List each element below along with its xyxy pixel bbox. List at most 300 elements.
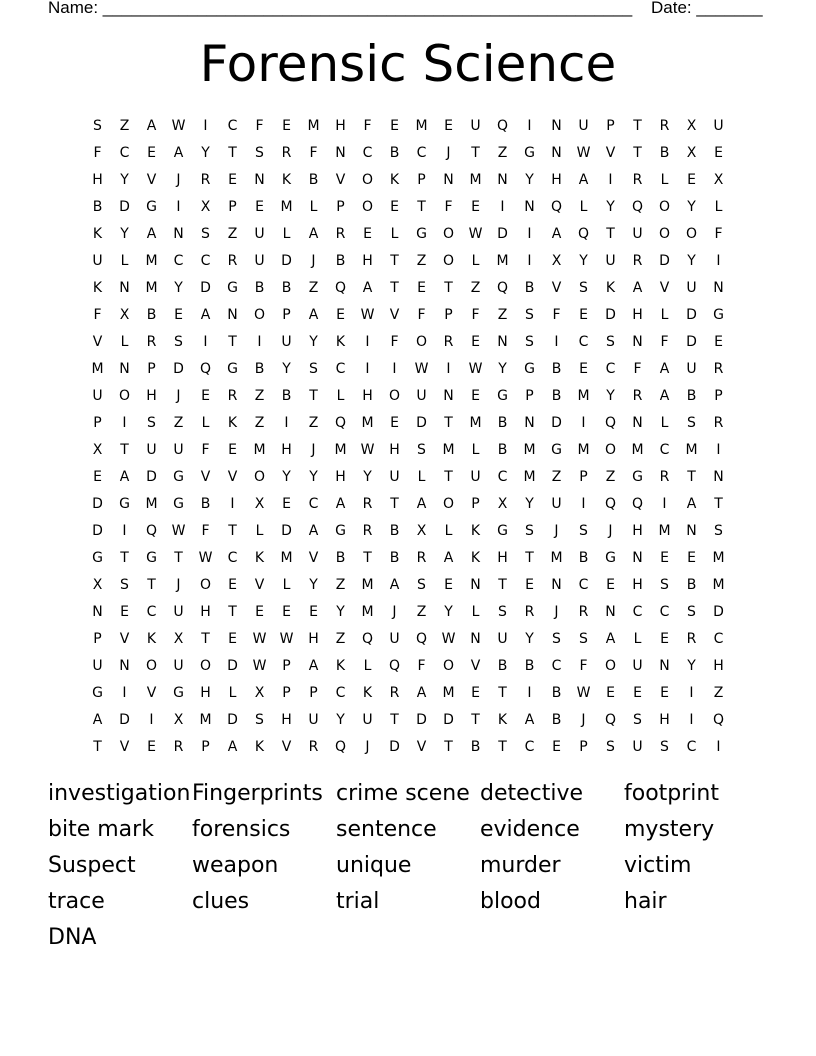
grid-letter: U [362,711,373,728]
word-list-item: mystery [624,817,715,842]
grid-letter: O [118,387,131,404]
grid-letter: R [146,333,157,350]
grid-letter: H [389,441,400,458]
grid-letter: Z [119,117,130,134]
grid-letter: E [444,117,453,134]
grid-letter: V [605,144,616,161]
grid-letter: O [604,441,617,458]
grid-letter: J [446,144,451,161]
grid-letter: E [444,576,453,593]
grid-letter: T [228,144,237,161]
grid-letter: D [92,522,103,539]
grid-letter: R [362,495,373,512]
grid-letter: K [470,549,481,566]
grid-letter: M [199,711,212,728]
grid-letter: W [414,360,429,377]
grid-letter: T [417,198,426,215]
grid-letter: I [122,684,127,701]
grid-letter: F [552,306,561,323]
grid-letter: R [713,414,724,431]
grid-letter: H [497,549,508,566]
grid-letter: X [92,576,103,593]
grid-letter: B [92,198,103,215]
grid-letter: T [228,522,237,539]
grid-letter: B [551,360,562,377]
grid-letter: E [390,414,399,431]
grid-letter: Q [712,711,725,728]
grid-letter: C [659,441,670,458]
grid-letter: G [227,279,238,296]
grid-letter: Y [336,711,345,728]
grid-letter: V [92,333,103,350]
grid-letter: T [498,684,507,701]
grid-letter: S [93,117,102,134]
grid-letter: E [255,198,264,215]
grid-letter: M [253,441,266,458]
grid-letter: U [470,117,481,134]
grid-letter: R [713,360,724,377]
grid-letter: B [524,657,535,674]
grid-letter: S [687,603,696,620]
grid-letter: Q [361,630,374,647]
grid-letter: U [551,495,562,512]
grid-letter: A [362,279,373,296]
grid-letter: Y [606,198,615,215]
grid-letter: A [200,306,211,323]
grid-letter: V [308,549,319,566]
grid-letter: B [551,684,562,701]
grid-letter: N [443,171,454,188]
grid-letter: B [389,522,400,539]
grid-letter: I [554,333,559,350]
grid-letter: E [471,333,480,350]
word-list-item: sentence [336,817,437,842]
grid-letter: R [632,252,643,269]
grid-letter: T [147,576,156,593]
grid-letter: R [173,738,184,755]
grid-letter: F [714,225,723,242]
grid-letter: A [416,684,427,701]
grid-letter: X [254,495,265,512]
grid-letter: Q [604,495,617,512]
grid-letter: D [227,711,238,728]
grid-letter: I [689,684,694,701]
grid-letter: S [255,144,264,161]
grid-letter: I [149,711,154,728]
grid-letter: V [119,630,130,647]
grid-letter: E [309,603,318,620]
grid-letter: B [308,171,319,188]
grid-letter: X [254,684,265,701]
grid-letter: Z [551,468,562,485]
grid-letter: D [686,333,697,350]
grid-letter: N [605,603,616,620]
grid-letter: U [173,657,184,674]
grid-letter: E [714,144,723,161]
grid-letter: Q [577,225,590,242]
grid-letter: J [554,603,559,620]
grid-letter: N [551,576,562,593]
grid-letter: Y [444,603,453,620]
grid-letter: C [200,252,211,269]
grid-letter: D [416,414,427,431]
grid-letter: S [147,414,156,431]
grid-letter: H [362,387,373,404]
grid-letter: E [471,684,480,701]
grid-letter: Y [282,468,291,485]
grid-letter: R [335,225,346,242]
grid-letter: T [633,117,642,134]
grid-letter: N [119,657,130,674]
grid-letter: O [361,198,374,215]
grid-letter: U [389,468,400,485]
grid-letter: E [417,279,426,296]
grid-letter: Q [604,414,617,431]
grid-letter: B [686,387,697,404]
word-list-item: unique [336,853,412,878]
grid-letter: T [471,144,480,161]
grid-letter: Q [631,495,644,512]
grid-letter: U [686,279,697,296]
grid-letter: Y [687,657,696,674]
grid-letter: K [605,279,616,296]
grid-letter: T [363,549,372,566]
grid-letter: X [497,495,508,512]
name-field-label: Name: ________________________________________________________ [48,0,633,17]
grid-letter: G [146,549,157,566]
grid-letter: W [360,306,375,323]
grid-letter: G [92,684,103,701]
grid-letter: V [551,279,562,296]
grid-letter: A [227,738,238,755]
page-title: Forensic Science [199,35,617,93]
grid-letter: T [444,468,453,485]
grid-letter: I [257,333,262,350]
grid-letter: P [228,198,237,215]
grid-letter: F [471,306,480,323]
grid-letter: D [227,657,238,674]
grid-letter: B [497,657,508,674]
grid-letter: E [120,603,129,620]
grid-letter: N [551,144,562,161]
grid-letter: E [471,198,480,215]
grid-letter: L [363,657,372,674]
grid-letter: S [579,522,588,539]
grid-letter: H [362,252,373,269]
grid-letter: L [201,414,210,431]
grid-letter: P [282,306,291,323]
grid-letter: N [524,198,535,215]
grid-letter: X [92,441,103,458]
grid-letter: L [309,198,318,215]
grid-letter: D [200,279,211,296]
grid-letter: Z [335,630,346,647]
grid-letter: H [632,522,643,539]
grid-letter: N [254,171,265,188]
grid-letter: B [551,387,562,404]
grid-letter: M [469,414,482,431]
word-list-item: footprint [624,781,719,806]
grid-letter: Y [309,576,318,593]
grid-letter: J [608,522,613,539]
grid-letter: A [308,225,319,242]
grid-letter: D [119,711,130,728]
grid-letter: X [173,630,184,647]
grid-letter: S [174,333,183,350]
grid-letter: Y [282,360,291,377]
grid-letter: O [415,333,428,350]
grid-letter: G [227,360,238,377]
grid-letter: T [174,549,183,566]
grid-letter: I [365,333,370,350]
grid-letter: U [389,630,400,647]
grid-letter: D [605,306,616,323]
grid-letter: M [280,549,293,566]
grid-letter: L [282,576,291,593]
grid-letter: M [469,171,482,188]
grid-letter: E [228,576,237,593]
grid-letter: R [578,603,589,620]
grid-letter: T [390,495,399,512]
grid-letter: R [362,522,373,539]
grid-letter: T [498,576,507,593]
grid-letter: L [660,414,669,431]
grid-letter: J [176,171,181,188]
grid-letter: U [632,738,643,755]
grid-letter: A [308,522,319,539]
grid-letter: I [446,360,451,377]
grid-letter: I [608,171,613,188]
grid-letter: K [281,171,292,188]
grid-letter: Q [550,198,563,215]
grid-letter: M [658,522,671,539]
grid-letter: U [92,252,103,269]
grid-letter: L [471,252,480,269]
grid-letter: S [498,603,507,620]
grid-letter: E [579,360,588,377]
grid-letter: A [416,495,427,512]
grid-letter: J [176,576,181,593]
grid-letter: I [689,711,694,728]
grid-letter: S [309,360,318,377]
grid-letter: K [254,549,265,566]
grid-letter: M [550,549,563,566]
grid-letter: X [200,198,211,215]
grid-letter: A [524,711,535,728]
grid-letter: V [281,738,292,755]
grid-letter: M [712,576,725,593]
grid-letter: L [120,333,129,350]
grid-letter: I [203,117,208,134]
grid-letter: N [632,414,643,431]
grid-letter: W [198,549,213,566]
grid-letter: C [308,495,319,512]
grid-letter: Y [525,630,534,647]
grid-letter: E [660,549,669,566]
grid-letter: M [712,549,725,566]
grid-letter: E [147,738,156,755]
grid-letter: L [660,171,669,188]
grid-letter: F [660,333,669,350]
grid-letter: G [632,468,643,485]
grid-letter: N [713,279,724,296]
word-list-item: Fingerprints [192,781,323,806]
grid-letter: O [388,387,401,404]
grid-letter: S [552,630,561,647]
grid-letter: E [255,603,264,620]
grid-letter: P [147,360,156,377]
grid-letter: T [390,252,399,269]
grid-letter: G [497,387,508,404]
grid-letter: Y [687,198,696,215]
grid-letter: V [200,468,211,485]
grid-letter: R [281,144,292,161]
grid-letter: H [632,306,643,323]
grid-letter: I [122,522,127,539]
grid-letter: N [659,657,670,674]
word-list-item: murder [480,853,561,878]
grid-letter: W [252,630,267,647]
grid-letter: N [470,630,481,647]
grid-letter: B [686,576,697,593]
grid-letter: M [523,441,536,458]
grid-letter: I [203,333,208,350]
grid-letter: A [92,711,103,728]
grid-letter: X [119,306,130,323]
grid-letter: M [307,117,320,134]
grid-letter: M [442,441,455,458]
grid-letter: G [497,522,508,539]
grid-letter: I [716,441,721,458]
grid-letter: P [444,306,453,323]
grid-letter: A [119,468,130,485]
grid-letter: S [525,306,534,323]
grid-letter: D [119,198,130,215]
grid-letter: I [527,225,532,242]
grid-letter: T [390,279,399,296]
grid-letter: E [282,495,291,512]
grid-letter: U [254,225,265,242]
grid-letter: E [174,306,183,323]
grid-letter: E [390,117,399,134]
grid-letter: Q [631,198,644,215]
grid-letter: V [146,684,157,701]
grid-letter: P [309,684,318,701]
grid-letter: B [497,441,508,458]
grid-letter: U [686,360,697,377]
grid-letter: D [659,252,670,269]
grid-letter: Y [336,603,345,620]
grid-letter: S [417,576,426,593]
grid-letter: T [201,630,210,647]
grid-letter: M [145,279,158,296]
grid-letter: B [659,144,670,161]
grid-letter: M [334,441,347,458]
word-list-item: detective [480,781,584,806]
grid-letter: P [606,117,615,134]
grid-letter: Y [687,252,696,269]
grid-letter: N [119,279,130,296]
grid-letter: I [176,198,181,215]
grid-letter: Q [334,738,347,755]
grid-letter: X [173,711,184,728]
grid-letter: O [253,468,266,485]
grid-letter: B [254,360,265,377]
grid-letter: D [281,522,292,539]
grid-letter: U [470,468,481,485]
grid-letter: C [686,738,697,755]
grid-letter: P [336,198,345,215]
grid-letter: U [632,225,643,242]
grid-letter: T [93,738,102,755]
grid-letter: E [282,117,291,134]
grid-letter: F [255,117,264,134]
grid-letter: L [714,198,723,215]
grid-letter: W [279,630,294,647]
grid-letter: E [282,603,291,620]
grid-letter: O [199,576,212,593]
grid-letter: U [281,333,292,350]
grid-letter: K [335,333,346,350]
grid-letter: Y [309,468,318,485]
word-list-item: trace [48,889,105,914]
grid-letter: N [335,144,346,161]
grid-letter: Y [174,279,183,296]
word-list-item: victim [624,853,692,878]
grid-letter: O [658,198,671,215]
grid-letter: U [632,657,643,674]
grid-letter: S [633,711,642,728]
grid-letter: T [525,549,534,566]
word-list-item: hair [624,889,667,914]
grid-letter: C [551,657,562,674]
grid-letter: L [444,522,453,539]
word-list-item: clues [192,889,250,914]
grid-letter: E [660,630,669,647]
grid-letter: A [686,495,697,512]
grid-letter: M [442,684,455,701]
grid-letter: M [496,252,509,269]
grid-letter: S [201,225,210,242]
grid-letter: A [173,144,184,161]
grid-letter: B [335,549,346,566]
grid-letter: S [606,333,615,350]
grid-letter: S [255,711,264,728]
word-list-item: investigation [48,781,191,806]
grid-letter: Y [309,333,318,350]
grid-letter: C [146,603,157,620]
grid-letter: G [173,684,184,701]
grid-letter: U [605,252,616,269]
grid-letter: H [713,657,724,674]
grid-letter: O [442,225,455,242]
grid-letter: X [686,117,697,134]
grid-letter: I [527,684,532,701]
grid-letter: V [389,306,400,323]
grid-letter: W [576,144,591,161]
grid-letter: D [173,360,184,377]
grid-letter: Z [227,225,238,242]
grid-letter: K [227,414,238,431]
grid-letter: P [417,171,426,188]
grid-letter: R [659,468,670,485]
grid-letter: J [554,522,559,539]
grid-letter: P [93,630,102,647]
grid-letter: Z [713,684,724,701]
grid-letter: Z [335,576,346,593]
grid-letter: H [146,387,157,404]
grid-letter: N [551,117,562,134]
